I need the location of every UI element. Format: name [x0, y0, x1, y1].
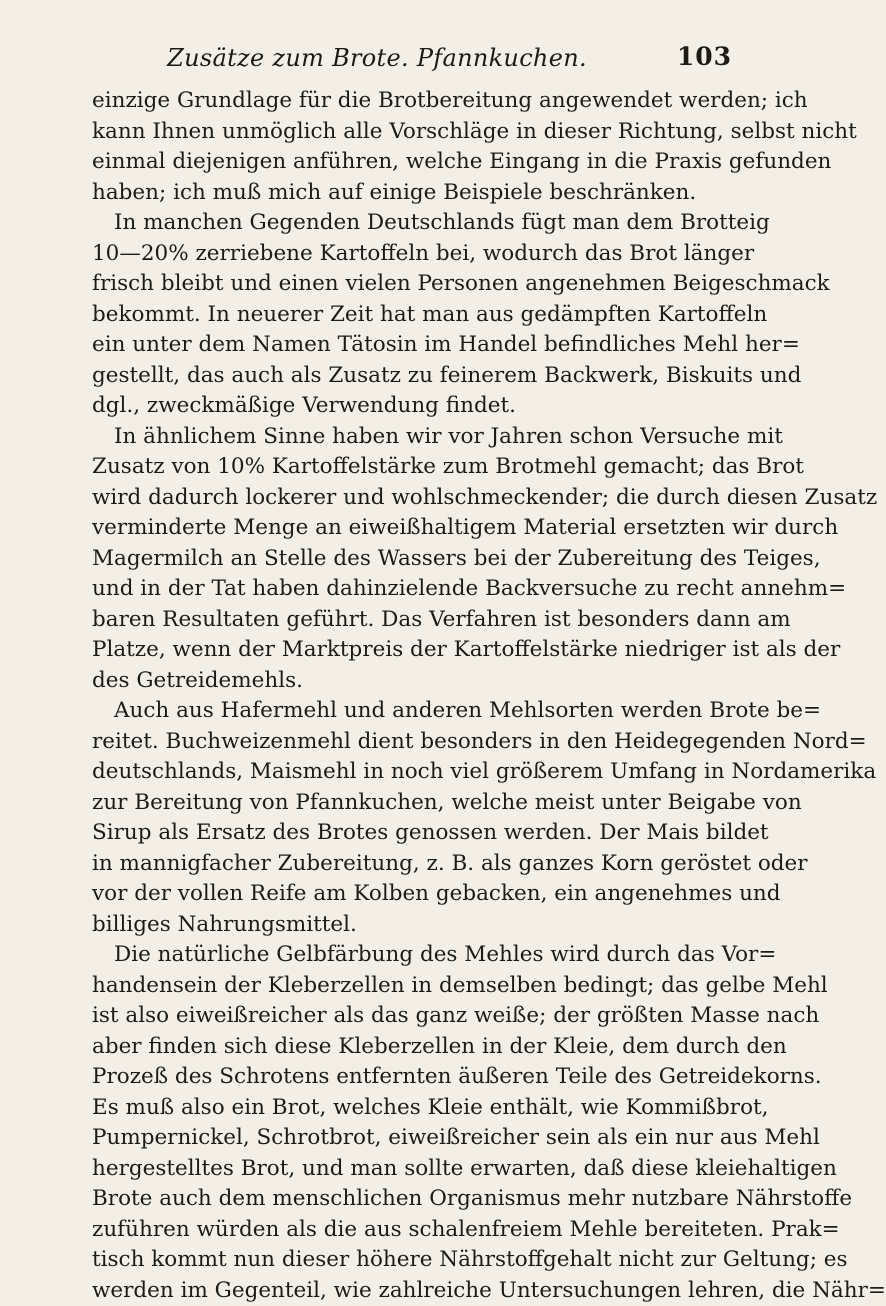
- text-line: dgl., zweckmäßige Verwendung findet.: [92, 391, 732, 422]
- text-line: Brote auch dem menschlichen Organismus mehr nutzbare Nährstoffe: [92, 1184, 732, 1215]
- text-line: in mannigfacher Zubereitung, z. B. als ganzes Korn geröstet oder: [92, 849, 732, 880]
- text-line: wird dadurch lockerer und wohlschmeckender; die durch diesen Zusatz: [92, 483, 732, 514]
- text-line: des Getreidemehls.: [92, 666, 732, 697]
- page-header: [92, 40, 732, 76]
- text-line: tisch kommt nun dieser höhere Nährstoffgehalt nicht zur Geltung; es: [92, 1245, 732, 1276]
- text-line: werden im Gegenteil, wie zahlreiche Untersuchungen lehren, die Nähr=: [92, 1276, 732, 1306]
- text-line: Die natürliche Gelbfärbung des Mehles wird durch das Vor=: [92, 940, 732, 971]
- text-line: verminderte Menge an eiweißhaltigem Material ersetzten wir durch: [92, 513, 732, 544]
- text-line: billiges Nahrungsmittel.: [92, 910, 732, 941]
- page-number: 103: [677, 42, 732, 71]
- text-line: In manchen Gegenden Deutschlands fügt man dem Brotteig: [92, 208, 732, 239]
- text-line: kann Ihnen unmöglich alle Vorschläge in dieser Richtung, selbst nicht: [92, 117, 732, 148]
- text-line: ein unter dem Namen Tätosin im Handel befindliches Mehl her=: [92, 330, 732, 361]
- text-line: hergestelltes Brot, und man sollte erwarten, daß diese kleiehaltigen: [92, 1154, 732, 1185]
- text-line: baren Resultaten geführt. Das Verfahren ist besonders dann am: [92, 605, 732, 636]
- text-line: zuführen würden als die aus schalenfreiem Mehle bereiteten. Prak=: [92, 1215, 732, 1246]
- text-line: gestellt, das auch als Zusatz zu feinerem Backwerk, Biskuits und: [92, 361, 732, 392]
- running-title: Zusätze zum Brote. Pfannkuchen.: [92, 44, 662, 72]
- text-line: Platze, wenn der Marktpreis der Kartoffelstärke niedriger ist als der: [92, 635, 732, 666]
- text-line: vor der vollen Reife am Kolben gebacken, ein angenehmes und: [92, 879, 732, 910]
- text-line: und in der Tat haben dahinzielende Backversuche zu recht annehm=: [92, 574, 732, 605]
- text-line: Prozeß des Schrotens entfernten äußeren Teile des Getreidekorns.: [92, 1062, 732, 1093]
- text-line: einmal diejenigen anführen, welche Eingang in die Praxis gefunden: [92, 147, 732, 178]
- text-line: frisch bleibt und einen vielen Personen angenehmen Beigeschmack: [92, 269, 732, 300]
- text-line: Sirup als Ersatz des Brotes genossen werden. Der Mais bildet: [92, 818, 732, 849]
- text-line: haben; ich muß mich auf einige Beispiele beschränken.: [92, 178, 732, 209]
- text-line: einzige Grundlage für die Brotbereitung angewendet werden; ich: [92, 86, 732, 117]
- text-line: handensein der Kleberzellen in demselben bedingt; das gelbe Mehl: [92, 971, 732, 1002]
- text-line: Auch aus Hafermehl und anderen Mehlsorten werden Brote be=: [92, 696, 732, 727]
- text-line: deutschlands, Maismehl in noch viel größerem Umfang in Nordamerika: [92, 757, 732, 788]
- text-line: Magermilch an Stelle des Wassers bei der Zubereitung des Teiges,: [92, 544, 732, 575]
- text-line: reitet. Buchweizenmehl dient besonders in den Heidegegenden Nord=: [92, 727, 732, 758]
- text-line: aber finden sich diese Kleberzellen in der Kleie, dem durch den: [92, 1032, 732, 1063]
- text-line: ist also eiweißreicher als das ganz weiße; der größten Masse nach: [92, 1001, 732, 1032]
- text-line: 10—20% zerriebene Kartoffeln bei, wodurch das Brot länger: [92, 239, 732, 270]
- text-line: bekommt. In neuerer Zeit hat man aus gedämpften Kartoffeln: [92, 300, 732, 331]
- body-text: [92, 86, 732, 1306]
- text-line: Pumpernickel, Schrotbrot, eiweißreicher sein als ein nur aus Mehl: [92, 1123, 732, 1154]
- text-line: Zusatz von 10% Kartoffelstärke zum Brotmehl gemacht; das Brot: [92, 452, 732, 483]
- text-line: In ähnlichem Sinne haben wir vor Jahren schon Versuche mit: [92, 422, 732, 453]
- text-line: Es muß also ein Brot, welches Kleie enthält, wie Kommißbrot,: [92, 1093, 732, 1124]
- text-line: zur Bereitung von Pfannkuchen, welche meist unter Beigabe von: [92, 788, 732, 819]
